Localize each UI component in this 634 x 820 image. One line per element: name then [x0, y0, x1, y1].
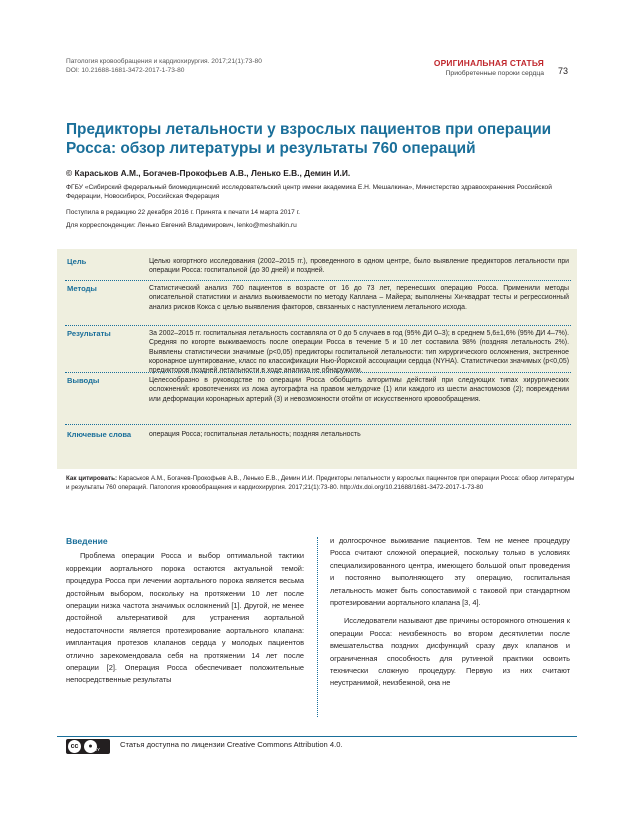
title-line-2: Росса: обзор литературы и результаты 760 операций: [66, 140, 476, 157]
paragraph: Исследователи называют две причины осторожного отношения к операции Росса: неизбежность во втором десятилетии после вмешательства поздних дисфункций сразу двух клапанов и ограниченная способность для рутинной практики освоить технически сложную процедуру. Первую из них считают неустранимой, неизбежной, она не: [330, 616, 570, 688]
journal-citation: Патология кровообращения и кардиохирургия. 2017;21(1):73-80: [66, 58, 262, 65]
person-icon: ●: [84, 740, 97, 753]
separator: [65, 325, 571, 326]
article-title: [66, 120, 586, 158]
abstract-box: [57, 249, 577, 469]
conclusions-text: Целесообразно в руководстве по операции Росса обобщить алгоритмы действий при следующих типах хирургических осложнений: кровотечениях из ложа аутографта на правом желудочке (1) или каждого из шести анастомозов (2); повреждении или деформации коронарных артерий (3) и невозможности отойти от искусственного кровообращения.: [149, 377, 569, 403]
cite-label: Как цитировать:: [66, 475, 118, 482]
footer-rule: [57, 736, 577, 737]
how-to-cite: [66, 475, 578, 493]
title-line-1: Предикторы летальности у взрослых пациентов при операции: [66, 121, 552, 138]
results-text: За 2002–2015 гг. госпитальная летальность составляла от 0 до 5 случаев в год (95% ДИ 0–3); в среднем 5,6±1,6% (95% ДИ 4–7%). Средняя по когорте выживаемость после операции Росса в течение 5 и 10 лет составила 98% (поздняя летальность 2%). Выявлены статистически значимые (p<0,05) предикторы госпитальной летальности: тип хирургического осложнения, экстренное коронарное шунтирование, класс по классификации Нью-Йоркской ассоциации сердца (NYHA). Статистически значимых (p<0,05) предикторов поздней летальности в ходе анализа не обнаружили.: [149, 330, 569, 375]
aim-label: Цель: [67, 257, 87, 266]
article-type-block: [434, 58, 544, 77]
conclusions-label: Выводы: [67, 376, 100, 385]
by-label: BY: [94, 747, 101, 752]
methods-label: Методы: [67, 284, 97, 293]
methods-text: Статистический анализ 760 пациентов в возрасте от 16 до 73 лет, перенесших операцию Росса. Применили методы описательной статистики и анализ выживаемости по методу Каплана – Майера; выполнены Хи-квадрат тесты и регрессионный анализ рисков Кокса с целью выявления факторов, связанных с наступлением летального исхода.: [149, 285, 569, 311]
column-divider: [317, 537, 318, 717]
paragraph: и долгосрочное выживание пациентов. Тем не менее процедуру Росса считают сложной операцией, поскольку только в условиях специализированного центра, имеющего большой опыт проведения и постоянно выполняющего эту операцию, госпитальная летальность может быть сопоставимой с таковой при стандартном протезировании аортального клапана [3, 4].: [330, 536, 570, 608]
running-header: [66, 58, 262, 75]
cite-text: Караськов А.М., Богачев-Прокофьев А.В., Ленько Е.В., Демин И.И. Предикторы летальности у взрослых пациентов при операции Росса: обзор литературы и результаты 760 операций. Патология кровообращения и кардиохирургия. 2017;21(1):73-80. http://dx.doi.org/10.21688/1681-3472-2017-1-73-80: [66, 475, 575, 491]
section-heading-intro: Введение: [66, 536, 108, 546]
aim-text: Целью когортного исследования (2002–2015 гг.), проведенного в одном центре, было выявление предикторов летальности при операции Росса: госпитальной (до 30 дней) и поздней.: [149, 258, 569, 275]
cc-by-logo[interactable]: [66, 739, 110, 754]
license-text: Статья доступна по лицензии Creative Commons Attribution 4.0.: [120, 740, 343, 749]
affiliation: ФГБУ «Сибирский федеральный биомедицинский исследовательский центр имени академика Е.Н. Мешалкина», Министерство здравоохранения Российской Федерации, Новосибирск, Российская Федерация: [66, 184, 552, 201]
paragraph: Проблема операции Росса и выбор оптимальной тактики коррекции аортального порока остаются актуальной темой: процедура Росса при лечении аортального порока является весьма достойным выбором, поскольку на протяжении 10 лет после операции низка частота значимых осложнений [1]. Другой, не менее достойной альтернативой для устранения аортальной недостаточности является протезирование аортального клапана: имплантация протезов клапанов сердца у молодых пациентов отлично зарекомендовала себя на протяжении 14 лет после операции [2]. Операция Росса обеспечивает положительные непосредственные результаты: [66, 551, 304, 685]
received-date: Поступила в редакцию 22 декабря 2016 г. Принята к печати 14 марта 2017 г.: [66, 209, 301, 216]
keywords-label: Ключевые слова: [67, 430, 132, 439]
column-right: [330, 535, 570, 690]
page-number: 73: [557, 66, 568, 76]
article-type: ОРИГИНАЛЬНАЯ СТАТЬЯ: [433, 58, 544, 68]
separator: [65, 372, 571, 373]
cc-icon: cc: [68, 740, 81, 753]
separator: [65, 424, 571, 425]
doi[interactable]: DOI: 10.21688-1681-3472-2017-1-73-80: [66, 66, 185, 74]
rubric: Приобретенные пороки сердца: [445, 70, 544, 77]
results-label: Результаты: [67, 329, 111, 338]
authors: © Караськов А.М., Богачев-Прокофьев А.В., Ленько Е.В., Демин И.И.: [66, 168, 351, 178]
keywords-text: операция Росса; госпитальная летальность; поздняя летальность: [149, 431, 361, 438]
column-left: [66, 535, 304, 687]
correspondence: Для корреспонденции: Ленько Евгений Владимирович, lenko@meshalkin.ru: [66, 222, 297, 229]
separator: [65, 280, 571, 281]
